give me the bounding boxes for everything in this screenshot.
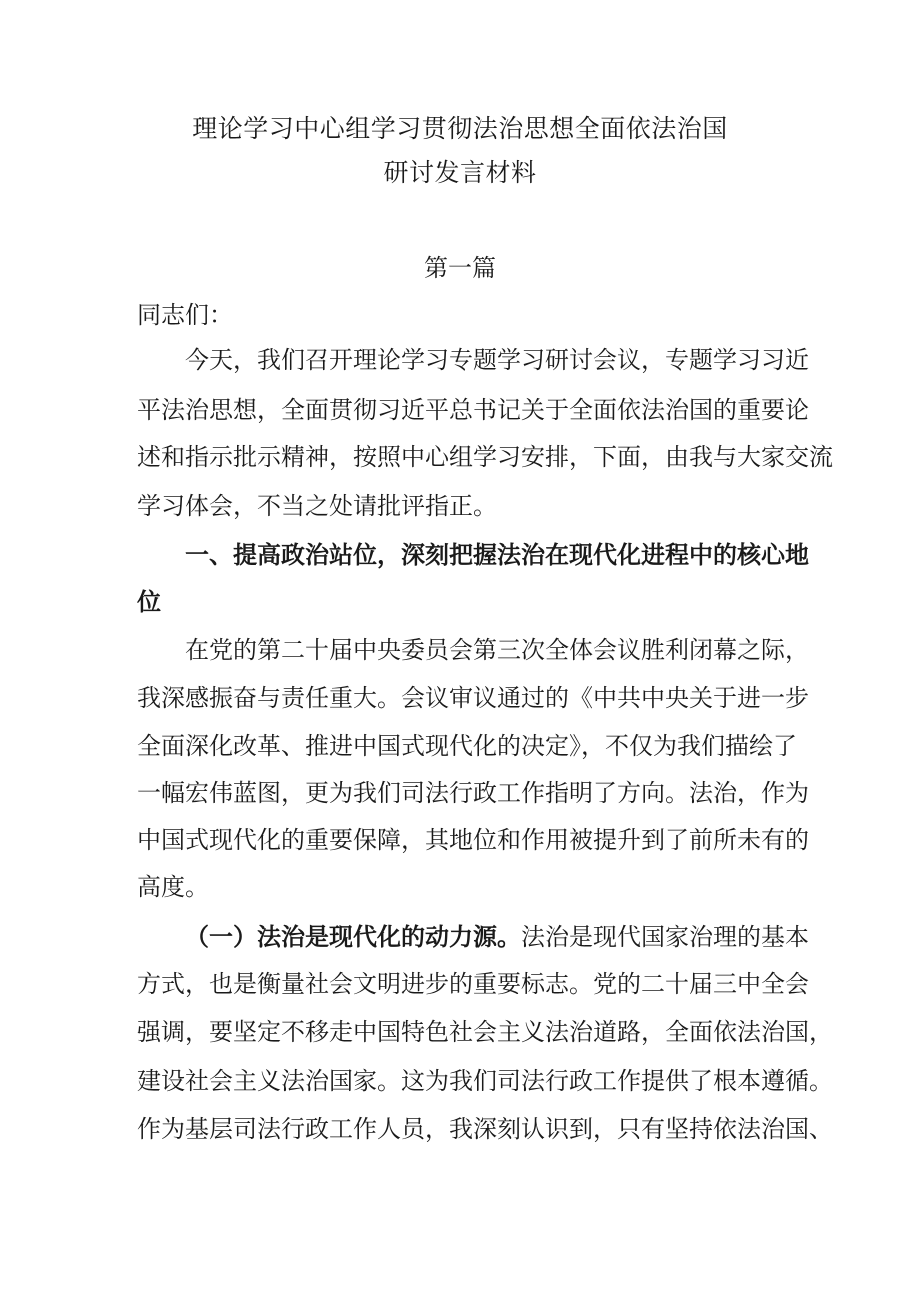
document-title-line-1: 理论学习中心组学习贯彻法治思想全面依法治国 [192,114,728,143]
paragraph-3-line-1 [185,921,809,953]
paragraph-2-line-2: 我深感振奋与责任重大。会议审议通过的《中共中央关于进一步 [137,684,809,712]
paragraph-3-line-4: 建设社会主义法治国家。这为我们司法行政工作提供了根本遵循。 [137,1067,833,1095]
heading-1-line-1: 一、提高政治站位，深刻把握法治在现代化进程中的核心地 [185,540,809,569]
paragraph-1-line-1: 今天，我们召开理论学习专题学习研讨会议，专题学习习近 [185,346,809,374]
paragraph-3-line-3: 强调，要坚定不移走中国特色社会主义法治道路，全面依法治国， [137,1018,833,1046]
document-title-line-2: 研讨发言材料 [383,158,537,187]
paragraph-1-line-3: 述和指示批示精神，按照中心组学习安排，下面，由我与大家交流 [137,443,833,471]
paragraph-3-lead: （一）法治是现代化的动力源。 [185,922,521,951]
paragraph-2-line-1: 在党的第二十届中央委员会第三次全体会议胜利闭幕之际， [185,636,809,664]
paragraph-2-line-3: 全面深化改革、推进中国式现代化的决定》，不仅为我们描绘了 [137,732,797,760]
paragraph-2-line-6: 高度。 [137,873,209,901]
paragraph-2-line-5: 中国式现代化的重要保障，其地位和作用被提升到了前所未有的 [137,826,809,854]
paragraph-2-line-4: 一幅宏伟蓝图，更为我们司法行政工作指明了方向。法治，作为 [137,779,809,807]
heading-1-line-2: 位 [137,587,161,616]
section-title: 第一篇 [424,254,496,282]
paragraph-1-line-4: 学习体会，不当之处请批评指正。 [137,492,497,520]
paragraph-3-line-2: 方式，也是衡量社会文明进步的重要标志。党的二十届三中全会 [137,970,809,998]
paragraph-3-line-5: 作为基层司法行政工作人员，我深刻认识到，只有坚持依法治国、 [137,1115,833,1143]
paragraph-1-line-2: 平法治思想，全面贯彻习近平总书记关于全面依法治国的重要论 [137,396,809,424]
paragraph-3-first-rest: 法治是现代国家治理的基本 [521,923,809,951]
salutation: 同志们： [137,301,233,329]
